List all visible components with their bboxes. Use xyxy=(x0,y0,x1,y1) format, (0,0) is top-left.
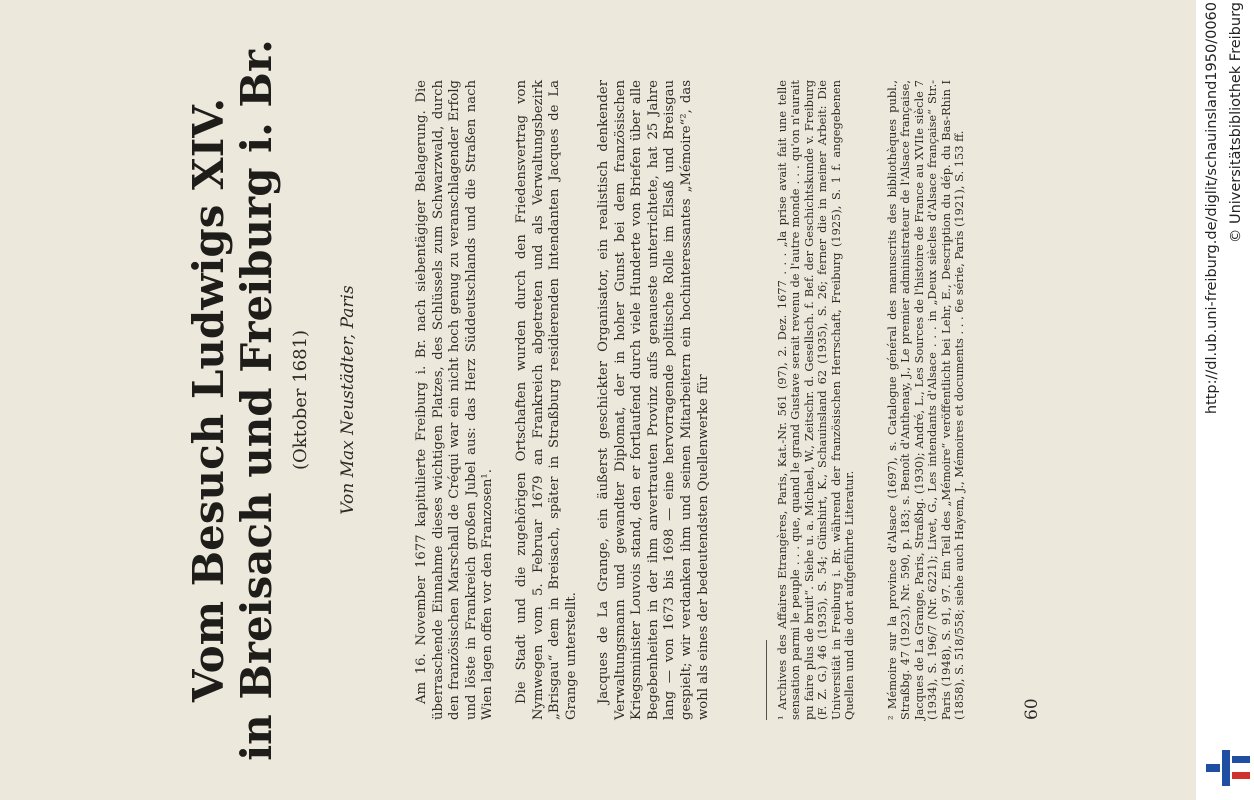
logo-blue-bar xyxy=(1222,750,1230,786)
viewer-sidebar xyxy=(1196,0,1254,800)
article-title-line-2: in Breisach und Freiburg i. Br. xyxy=(232,39,281,761)
logo-red-bar xyxy=(1232,772,1250,779)
copyright-notice: © Universitätsbibliothek Freiburg xyxy=(1228,2,1244,244)
footnote: ¹ Archives des Affaires Etrangères, Paris, Kat.-Nr. 561 (97), 2. Dez. 1677 . . . „la prise avait fait une telle sensation parmi le peuple . . . que, quand le grand Gustave serait revenu de l'autre monde . . . qu'on n'aurait pu faire plus de bruit“. Siehe u. a. Michael, W., Zeitschr. d. Gesellsch. f. Bef. der Geschichtskunde v. Freiburg (F. Z. G.) 46 (1935), S. 54; Günshirt, K., Schauinsland 62 (1935), S. 26; ferner die in meiner Arbeit: Die Universität in Freiburg i. Br. während der französischen Herrschaft, Freiburg (1925), S. 1 f. angegebenen Quellen und die dort aufgeführte Literatur. xyxy=(775,80,857,720)
article-title-line-1: Vom Besuch Ludwigs XIV. xyxy=(184,97,233,703)
logo-blue-bar xyxy=(1232,756,1250,763)
library-logo-icon xyxy=(1206,748,1250,788)
body-paragraph: Die Stadt und die zugehörigen Ortschaften wurden durch den Friedensvertrag von Nymwegen vom 5. Februar 1679 an Frankreich abgetreten und als Verwaltungsbezirk „Brisgau“ dem in Breisach, später in Straßburg residierenden Intendanten Jacques de La Grange unterstellt. xyxy=(514,80,579,720)
sidebar-text xyxy=(1196,0,1254,800)
article-author: Von Max Neustädter, Paris xyxy=(338,285,358,515)
source-url-link[interactable]: http://dl.ub.uni-freiburg.de/diglit/schauinsland1950/0060 xyxy=(1204,2,1220,415)
footnote-divider xyxy=(766,640,767,720)
body-paragraph: Jacques de La Grange, ein äußerst geschickter Organisator, ein realistisch denkender Verwaltungsmann und gewandter Diplomat, der in hoher Gunst bei dem französischen Kriegsminister Louvois stand, den er fortlaufend durch viele Hunderte von Briefen über alle Begebenheiten in der ihm anvertrauten Provinz aufs genaueste unterrichtete, hat 25 Jahre lang — von 1673 bis 1698 — eine hervorragende politische Rolle im Elsaß und Breisgau gespielt; wir verdanken ihm und seinen Mitarbeitern ein hochinteressantes „Mémoire“², das wohl als eines der bedeutendsten Quellenwerke für xyxy=(596,80,711,720)
page-number: 60 xyxy=(1022,698,1042,720)
footnote: ² Mémoire sur la province d'Alsace (1697), s. Catalogue général des manuscrits des bibliothèques publ., Straßbg. 47 (1923), Nr. 590, p. 183; s. Benoît d'Anthenay, J., Le premier administrateur de l'Alsace française, Jacques de La Grange, Paris, Straßbg. (1930); André, L., Les Sources de l'histoire de France au XVIIe siècle 7 (1934), S. 196/7 (Nr. 6221); Livet, G., Les intendants d'Alsace . . . in „Deux siècles d'Alsace française“ Str.-Paris (1948), S. 91, 97. Ein Teil des „Mémoire“ veröffentlicht bei Lehr, E., Description du dép. du Bas-Rhin I (1858), S. 518/558; siehe auch Hayem, J., Mémoires et documents . . . 6e série, Paris (1921), S. 153 ff. xyxy=(885,80,967,720)
article-subtitle: (Oktober 1681) xyxy=(290,329,311,471)
body-paragraph: Am 16. November 1677 kapitulierte Freiburg i. Br. nach siebentägiger Belagerung. Die überraschende Einnahme dieses wichtigen Platzes, des Schlüssels zum Schwarzwald, durch den französischen Marschall de Créqui war ein nicht hoch genug zu veranschlagender Erfolg und löste in Frankreich großen Jubel aus: das Herz Süddeutschlands und die Straßen nach Wien lagen offen vor den Franzosen¹. xyxy=(414,80,496,720)
logo-blue-bar xyxy=(1206,764,1220,772)
